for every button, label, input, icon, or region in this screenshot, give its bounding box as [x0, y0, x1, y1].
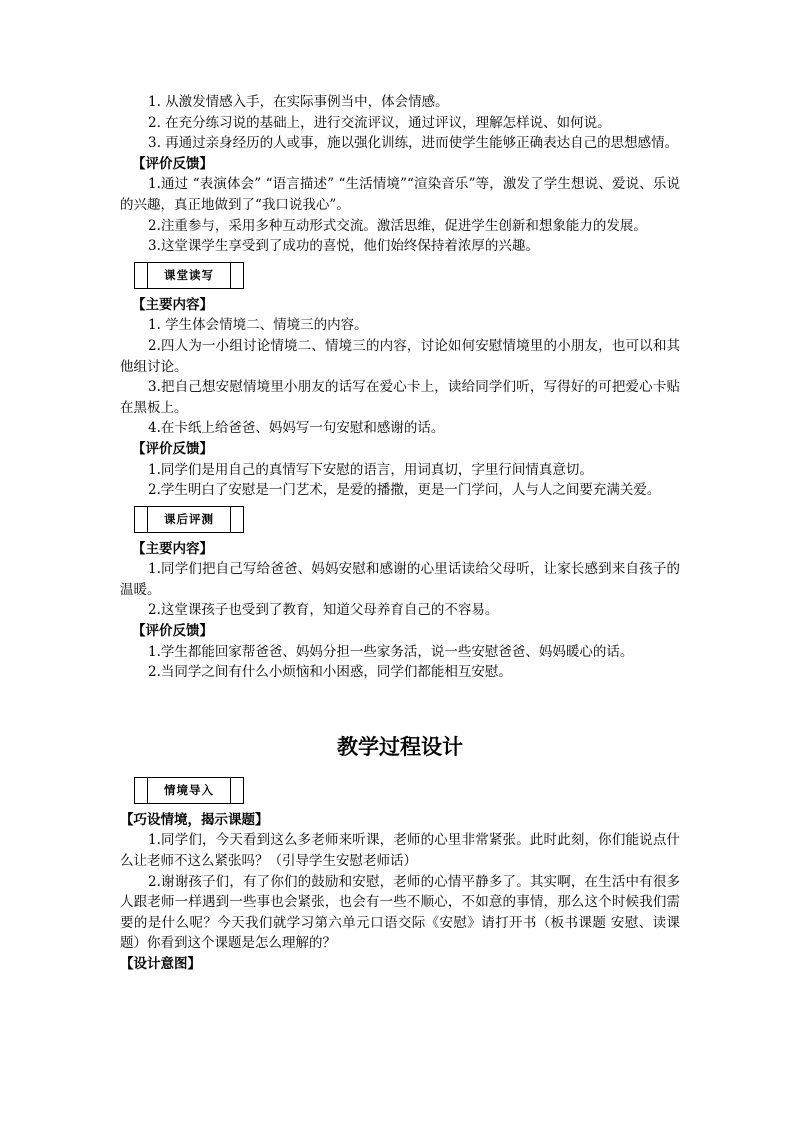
list-item: 3. 再通过亲身经历的人或事，施以强化训练，进而使学生能够正确表达自己的思想感情。	[148, 135, 679, 152]
list-item: 1. 学生体会情境二、情境三的内容。	[148, 317, 368, 334]
section-box-label: 课堂读写	[164, 268, 214, 283]
list-item: 4.在卡纸上给爸爸、妈妈写一句安慰和感谢的话。	[148, 420, 445, 437]
document-page	[120, 92, 680, 975]
list-item: 3.把自己想安慰情境里小朋友的话写在爱心卡上，读给同学们听，写得好的可把爱心卡贴在黑板上。	[120, 379, 680, 416]
list-item: 2.这堂课孩子也受到了教育，知道父母养育自己的不容易。	[148, 602, 499, 619]
list-item: 1.同学们，今天看到这么多老师来听课，老师的心里非常紧张。此时此刻，你们能说点什么让老师不这么紧张吗？（引导学生安慰老师话）	[120, 832, 680, 870]
section-box-label: 情境导入	[164, 783, 214, 798]
section-box-intro	[134, 777, 244, 804]
section-box-after-class	[134, 506, 244, 533]
content-heading: 【巧设情境，揭示课题】	[120, 811, 269, 828]
top-list	[120, 92, 680, 154]
section-box-label: 课后评测	[164, 512, 214, 527]
list-item: 1.通过 “表演体会” “语言描述” “生活情境”“渲染音乐”等，激发了学生想说、爱说、乐说的兴趣，真正地做到了“我口说我心”。	[120, 176, 680, 213]
page-title: 教学过程设计	[337, 734, 463, 759]
feedback-heading: 【评价反馈】	[132, 623, 213, 640]
list-item: 2.谢谢孩子们，有了你们的鼓励和安慰，老师的心情平静多了。其实啊，在生活中有很多人跟老师一样遇到一些事也会紧张，也会有一些不顺心，不如意的事情，那么这个时候我们需要的是什么呢？今天我们就学习第六单元口语交际《安慰》请打开书（板书课题 安慰、读课题）你看到这个课题是怎么理解的？	[120, 873, 680, 952]
list-item: 2.注重参与，采用多种互动形式交流。激活思维，促进学生创新和想象能力的发展。	[148, 217, 647, 234]
list-item: 1.同学们是用自己的真情写下安慰的语言，用词真切，字里行间情真意切。	[148, 461, 593, 478]
content-heading: 【主要内容】	[132, 296, 213, 313]
list-item: 2.四人为一小组讨论情境二、情境三的内容，讨论如何安慰情境里的小朋友，也可以和其他组讨论。	[120, 337, 680, 375]
section-box-classroom	[134, 262, 244, 289]
list-item: 1.学生都能回家帮爸爸、妈妈分担一些家务活，说一些安慰爸爸、妈妈暖心的话。	[148, 643, 634, 660]
list-item: 1. 从激发情感入手，在实际事例当中，体会情感。	[148, 94, 449, 110]
list-item: 3.这堂课学生享受到了成功的喜悦，他们始终保持着浓厚的兴趣。	[148, 238, 539, 255]
list-item: 1.同学们把自己写给爸爸、妈妈安慰和感谢的心里话读给父母听，让家长感到来自孩子的温暖。	[120, 561, 680, 598]
list-item: 2.学生明白了安慰是一门艺术，是爱的播撒，更是一门学问，人与人之间要充满关爱。	[148, 482, 661, 499]
list-item: 2. 在充分练习说的基础上，进行交流评议，通过评议，理解怎样说、如何说。	[148, 114, 611, 131]
list-item: 2.当同学之间有什么小烦恼和小困惑，同学们都能相互安慰。	[148, 664, 512, 681]
design-intent-heading: 【设计意图】	[120, 956, 201, 972]
content-heading: 【主要内容】	[132, 540, 213, 557]
feedback-heading: 【评价反馈】	[132, 155, 213, 172]
feedback-heading: 【评价反馈】	[132, 440, 213, 457]
